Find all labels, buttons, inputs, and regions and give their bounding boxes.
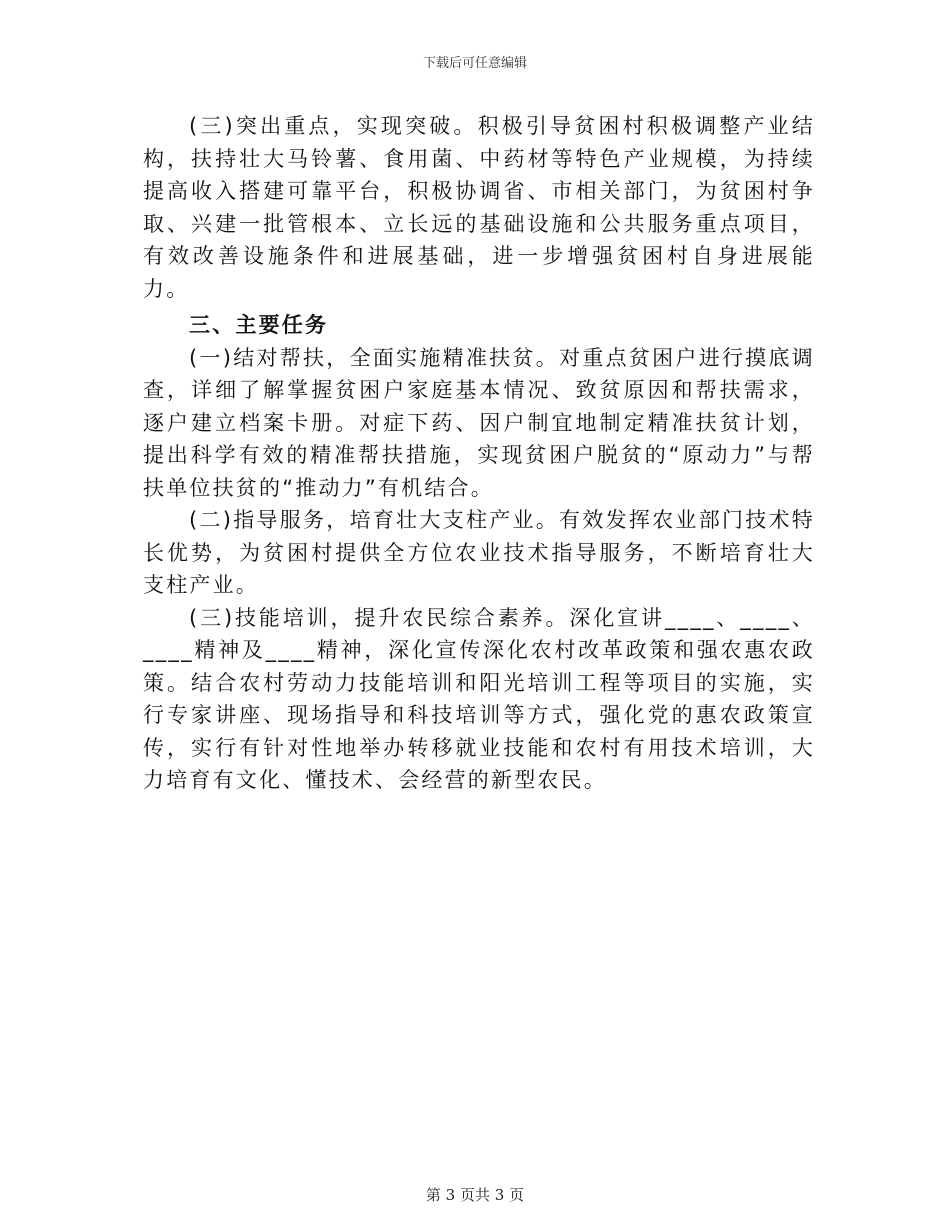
paragraph-skills-training: (三)技能培训，提升农民综合素养。深化宣讲____、____、____精神及____精神，深化宣传深化农村改革政策和强农惠农政策。结合农村劳动力技能培训和阳光培训工程等项目的实施，实行专家讲座、现场指导和科技培训等方式，强化党的惠农政策宣传，实行有针对性地举办转移就业技能和农村有用技术培训，大力培育有文化、懂技术、会经营的新型农民。	[143, 605, 815, 792]
section-heading-main-tasks: 三、主要任务	[189, 313, 329, 337]
paragraph-guidance-service: (二)指导服务，培育壮大支柱产业。有效发挥农业部门技术特长优势，为贫困村提供全方位农业技术指导服务，不断培育壮大支柱产业。	[143, 508, 815, 597]
paragraph-highlight-breakthrough: (三)突出重点，实现突破。积极引导贫困村积极调整产业结构，扶持壮大马铃薯、食用菌、中药材等特色产业规模，为持续提高收入搭建可靠平台，积极协调省、市相关部门，为贫困村争取、兴建一批管根本、立长远的基础设施和公共服务重点项目，有效改善设施条件和进展基础，进一步增强贫困村自身进展能力。	[143, 114, 815, 301]
paragraph-paired-assistance: (一)结对帮扶，全面实施精准扶贫。对重点贫困户进行摸底调查，详细了解掌握贫困户家庭基本情况、致贫原因和帮扶需求，逐户建立档案卡册。对症下药、因户制宜地制定精准扶贫计划，提出科学有效的精准帮扶措施，实现贫困户脱贫的“原动力”与帮扶单位扶贫的“推动力”有机结合。	[143, 345, 815, 500]
page-footer: 第 3 页共 3 页	[425, 1186, 525, 1204]
page-header: 下载后可任意编辑	[422, 56, 527, 71]
document-body	[143, 110, 815, 797]
